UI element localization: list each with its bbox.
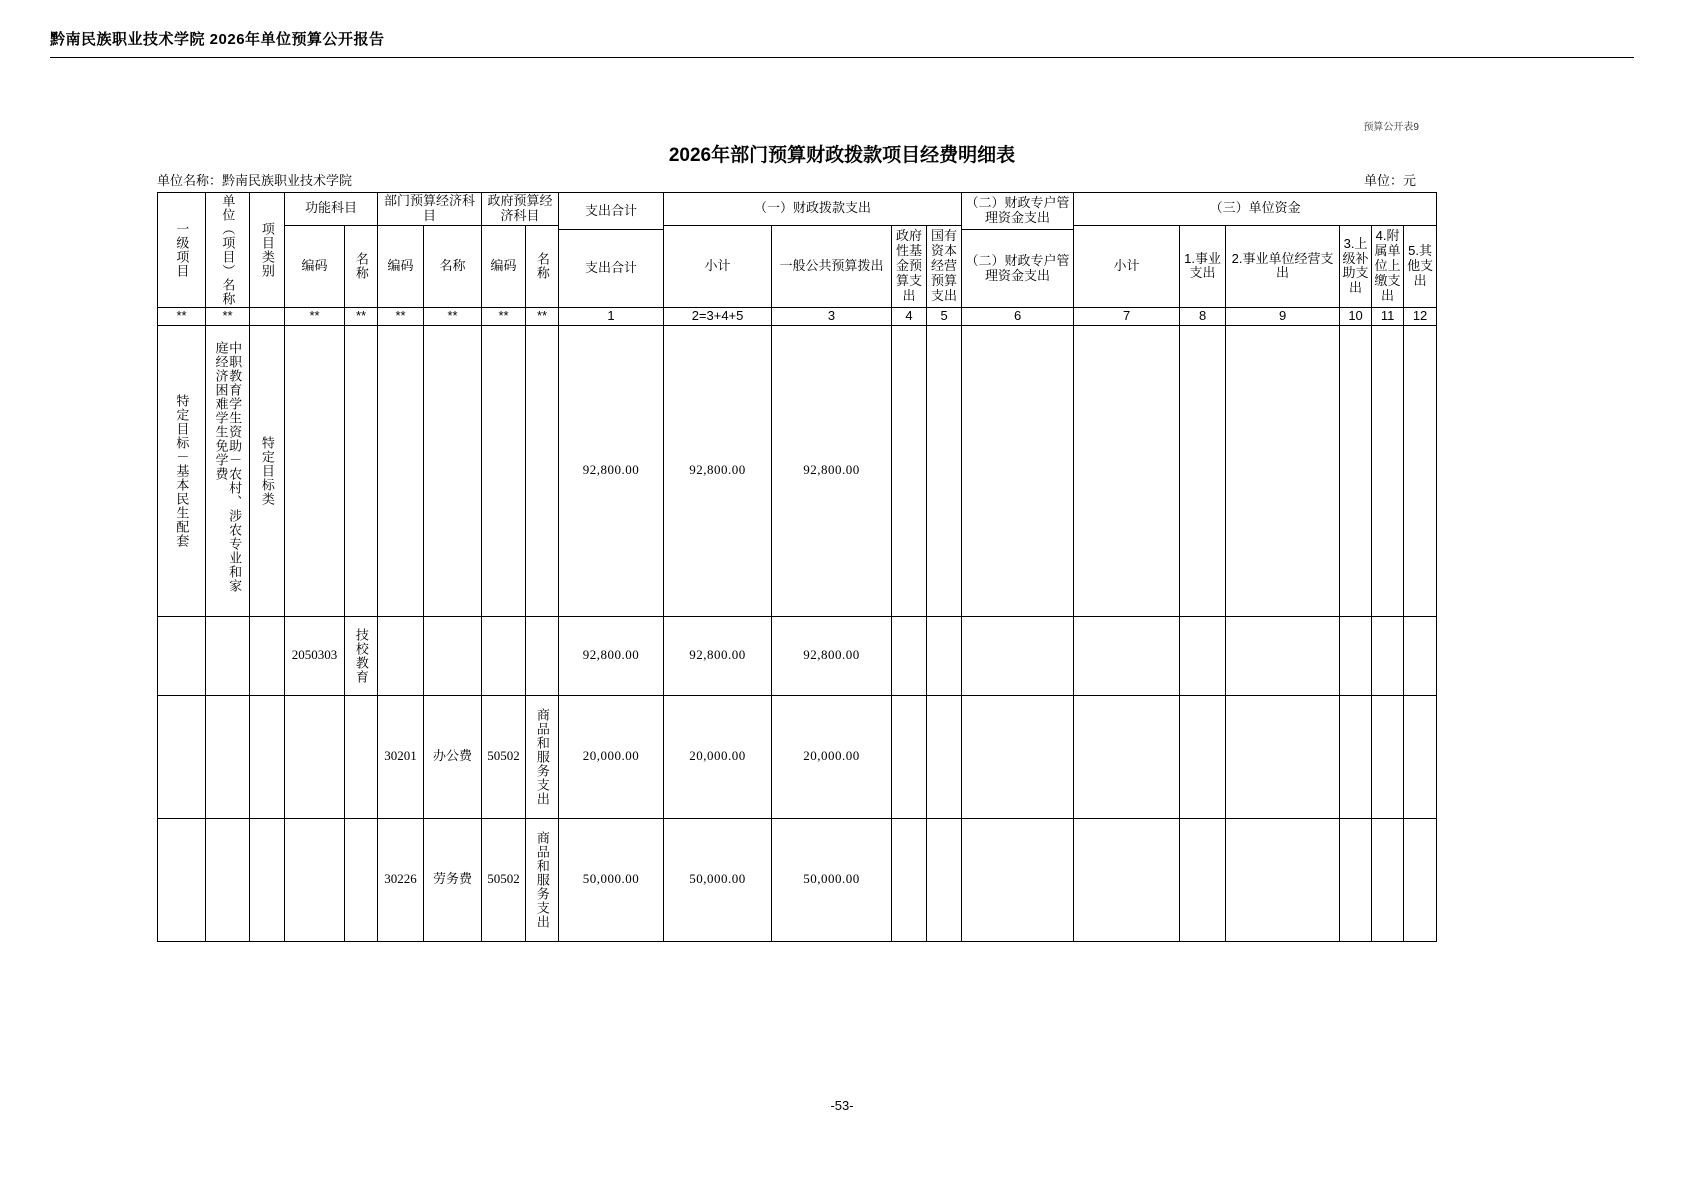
cell-gov-fund — [892, 616, 927, 695]
th-project-type: 项目类别 — [250, 193, 285, 308]
header-row-1 — [158, 193, 1437, 226]
colnum-19: 10 — [1340, 308, 1372, 326]
cell-first-level-project: 特定目标－基本民生配套 — [158, 325, 206, 616]
cell-function-name: 技校教育 — [345, 616, 378, 695]
table-head — [158, 193, 1437, 326]
th-dept-budget-econ: 部门预算经济科目 — [378, 193, 482, 226]
cell-unit-4 — [1372, 325, 1404, 616]
cell-state-capital — [927, 818, 962, 941]
cell-unit-5 — [1404, 695, 1437, 818]
cell-function-code — [285, 695, 345, 818]
th-state-capital-budget: 国有资本经营预算支出 — [927, 225, 962, 307]
th-unit-project-name: 单位（项目）名称 — [206, 193, 250, 308]
cell-general-public: 92,800.00 — [772, 616, 892, 695]
column-number-row — [158, 308, 1437, 326]
cell-unit-4 — [1372, 695, 1404, 818]
th-unit-3-superior-subsidy: 3.上级补助支出 — [1340, 225, 1372, 307]
budget-table-container — [157, 192, 1434, 942]
cell-function-code: 2050303 — [285, 616, 345, 695]
cell-state-capital — [927, 325, 962, 616]
cell-unit-3 — [1340, 325, 1372, 616]
th-unit-1-business: 1.事业支出 — [1180, 225, 1226, 307]
cell-dept-econ-name — [424, 616, 482, 695]
cell-dept-econ-name — [424, 325, 482, 616]
cell-total: 92,800.00 — [559, 325, 664, 616]
cell-unit-project-name — [206, 695, 250, 818]
table-row — [158, 325, 1437, 616]
cell-unit-1 — [1180, 325, 1226, 616]
cell-dept-econ-code — [378, 325, 424, 616]
cell-general-public: 92,800.00 — [772, 325, 892, 616]
cell-unit-1 — [1180, 818, 1226, 941]
cell-unit-subtotal — [1074, 818, 1180, 941]
cell-unit-subtotal — [1074, 325, 1180, 616]
th-dept-econ-name: 名称 — [424, 225, 482, 307]
cell-general-public: 50,000.00 — [772, 818, 892, 941]
cell-dept-econ-name: 办公费 — [424, 695, 482, 818]
cell-gov-econ-name — [526, 325, 559, 616]
cell-special-account — [962, 616, 1074, 695]
colnum-14: 5 — [927, 308, 962, 326]
th-unit-4-affiliated-remittance: 4.附属单位上缴支出 — [1372, 225, 1404, 307]
table-body — [158, 325, 1437, 941]
cell-unit-1 — [1180, 695, 1226, 818]
cell-gov-econ-code: 50502 — [482, 818, 526, 941]
th-fiscal-special-account: （二）财政专户管理资金支出 — [962, 193, 1074, 230]
cell-unit-subtotal — [1074, 616, 1180, 695]
colnum-11: 2=3+4+5 — [664, 308, 772, 326]
cell-unit-4 — [1372, 616, 1404, 695]
th-unit-2-operating: 2.事业单位经营支出 — [1226, 225, 1340, 307]
th-gov-budget-econ: 政府预算经济科目 — [482, 193, 559, 226]
colnum-18: 9 — [1226, 308, 1340, 326]
colnum-2: ** — [206, 308, 250, 326]
table-row — [158, 695, 1437, 818]
cell-total: 20,000.00 — [559, 695, 664, 818]
th-dept-econ-code: 编码 — [378, 225, 424, 307]
form-index-label: 预算公开表9 — [1363, 122, 1419, 133]
cell-gov-fund — [892, 325, 927, 616]
cell-function-name — [345, 325, 378, 616]
cell-fiscal-subtotal: 92,800.00 — [664, 325, 772, 616]
cell-gov-econ-code: 50502 — [482, 695, 526, 818]
colnum-7: ** — [424, 308, 482, 326]
cell-special-account — [962, 325, 1074, 616]
cell-dept-econ-code: 30226 — [378, 818, 424, 941]
cell-unit-5 — [1404, 818, 1437, 941]
colnum-6: ** — [378, 308, 424, 326]
th-gov-econ-name: 名称 — [526, 225, 559, 307]
colnum-5: ** — [345, 308, 378, 326]
colnum-1: ** — [158, 308, 206, 326]
th-gov-econ-code: 编码 — [482, 225, 526, 307]
page-title: 2026年部门预算财政拨款项目经费明细表 — [668, 145, 1016, 166]
colnum-15: 6 — [962, 308, 1074, 326]
cell-dept-econ-name: 劳务费 — [424, 818, 482, 941]
meta-row — [157, 170, 1416, 189]
colnum-9: ** — [526, 308, 559, 326]
cell-unit-project-name — [206, 616, 250, 695]
colnum-21: 12 — [1404, 308, 1437, 326]
unit-name-label: 单位名称：黔南民族职业技术学院 — [157, 173, 353, 188]
cell-function-code — [285, 818, 345, 941]
cell-fiscal-subtotal: 50,000.00 — [664, 818, 772, 941]
th-unit-5-other: 5.其他支出 — [1404, 225, 1437, 307]
cell-gov-econ-name — [526, 616, 559, 695]
cell-unit-project-name: 中职教育学生资助－农村、涉农专业和家庭经济困难学生免学费 — [206, 325, 250, 616]
th-unit-funds: （三）单位资金 — [1074, 193, 1437, 226]
unit-of-measure-label: 单位：元 — [1363, 173, 1416, 188]
cell-gov-econ-name: 商品和服务支出 — [526, 818, 559, 941]
cell-unit-subtotal — [1074, 695, 1180, 818]
colnum-16: 7 — [1074, 308, 1180, 326]
cell-fiscal-subtotal: 20,000.00 — [664, 695, 772, 818]
th-gov-fund-budget: 政府性基金预算支出 — [892, 225, 927, 307]
running-header: 黔南民族职业技术学院 2026年单位预算公开报告 — [50, 31, 385, 48]
cell-project-type — [250, 616, 285, 695]
colnum-12: 3 — [772, 308, 892, 326]
colnum-8: ** — [482, 308, 526, 326]
th-fiscal-appropriation: （一）财政拨款支出 — [664, 193, 962, 226]
cell-unit-project-name — [206, 818, 250, 941]
page-number: -53- — [830, 1098, 854, 1113]
cell-unit-3 — [1340, 695, 1372, 818]
cell-project-type: 特定目标类 — [250, 325, 285, 616]
colnum-17: 8 — [1180, 308, 1226, 326]
cell-project-type — [250, 695, 285, 818]
th-function-code: 编码 — [285, 225, 345, 307]
cell-unit-2 — [1226, 818, 1340, 941]
colnum-13: 4 — [892, 308, 927, 326]
table-row — [158, 616, 1437, 695]
colnum-3 — [250, 308, 285, 326]
cell-total: 92,800.00 — [559, 616, 664, 695]
cell-unit-2 — [1226, 616, 1340, 695]
cell-unit-3 — [1340, 818, 1372, 941]
header-row-2 — [158, 225, 1437, 229]
cell-unit-5 — [1404, 325, 1437, 616]
cell-unit-1 — [1180, 616, 1226, 695]
cell-gov-fund — [892, 818, 927, 941]
cell-gov-econ-name: 商品和服务支出 — [526, 695, 559, 818]
cell-state-capital — [927, 695, 962, 818]
th-fiscal-special-account-label: （二）财政专户管理资金支出 — [962, 230, 1074, 308]
cell-gov-fund — [892, 695, 927, 818]
th-general-public-budget: 一般公共预算拨出 — [772, 225, 892, 307]
cell-project-type — [250, 818, 285, 941]
cell-gov-econ-code — [482, 325, 526, 616]
cell-unit-4 — [1372, 818, 1404, 941]
cell-first-level-project — [158, 695, 206, 818]
cell-unit-2 — [1226, 695, 1340, 818]
th-function-name: 名称 — [345, 225, 378, 307]
cell-unit-3 — [1340, 616, 1372, 695]
cell-first-level-project — [158, 616, 206, 695]
colnum-4: ** — [285, 308, 345, 326]
cell-function-name — [345, 818, 378, 941]
table-row — [158, 818, 1437, 941]
cell-function-name — [345, 695, 378, 818]
cell-unit-5 — [1404, 616, 1437, 695]
budget-table — [157, 192, 1437, 942]
th-total-expenditure: 支出合计 — [559, 193, 664, 230]
cell-function-code — [285, 325, 345, 616]
cell-general-public: 20,000.00 — [772, 695, 892, 818]
cell-gov-econ-code — [482, 616, 526, 695]
cell-dept-econ-code — [378, 616, 424, 695]
th-total-expenditure-label: 支出合计 — [559, 230, 664, 308]
th-unit-subtotal: 小计 — [1074, 225, 1180, 307]
cell-dept-econ-code: 30201 — [378, 695, 424, 818]
th-function-subject: 功能科目 — [285, 193, 378, 226]
th-first-level-project: 一级项目 — [158, 193, 206, 308]
cell-fiscal-subtotal: 92,800.00 — [664, 616, 772, 695]
cell-special-account — [962, 818, 1074, 941]
cell-total: 50,000.00 — [559, 818, 664, 941]
cell-first-level-project — [158, 818, 206, 941]
cell-state-capital — [927, 616, 962, 695]
colnum-10: 1 — [559, 308, 664, 326]
header-divider — [50, 57, 1634, 58]
cell-special-account — [962, 695, 1074, 818]
th-fiscal-subtotal: 小计 — [664, 225, 772, 307]
cell-unit-2 — [1226, 325, 1340, 616]
colnum-20: 11 — [1372, 308, 1404, 326]
